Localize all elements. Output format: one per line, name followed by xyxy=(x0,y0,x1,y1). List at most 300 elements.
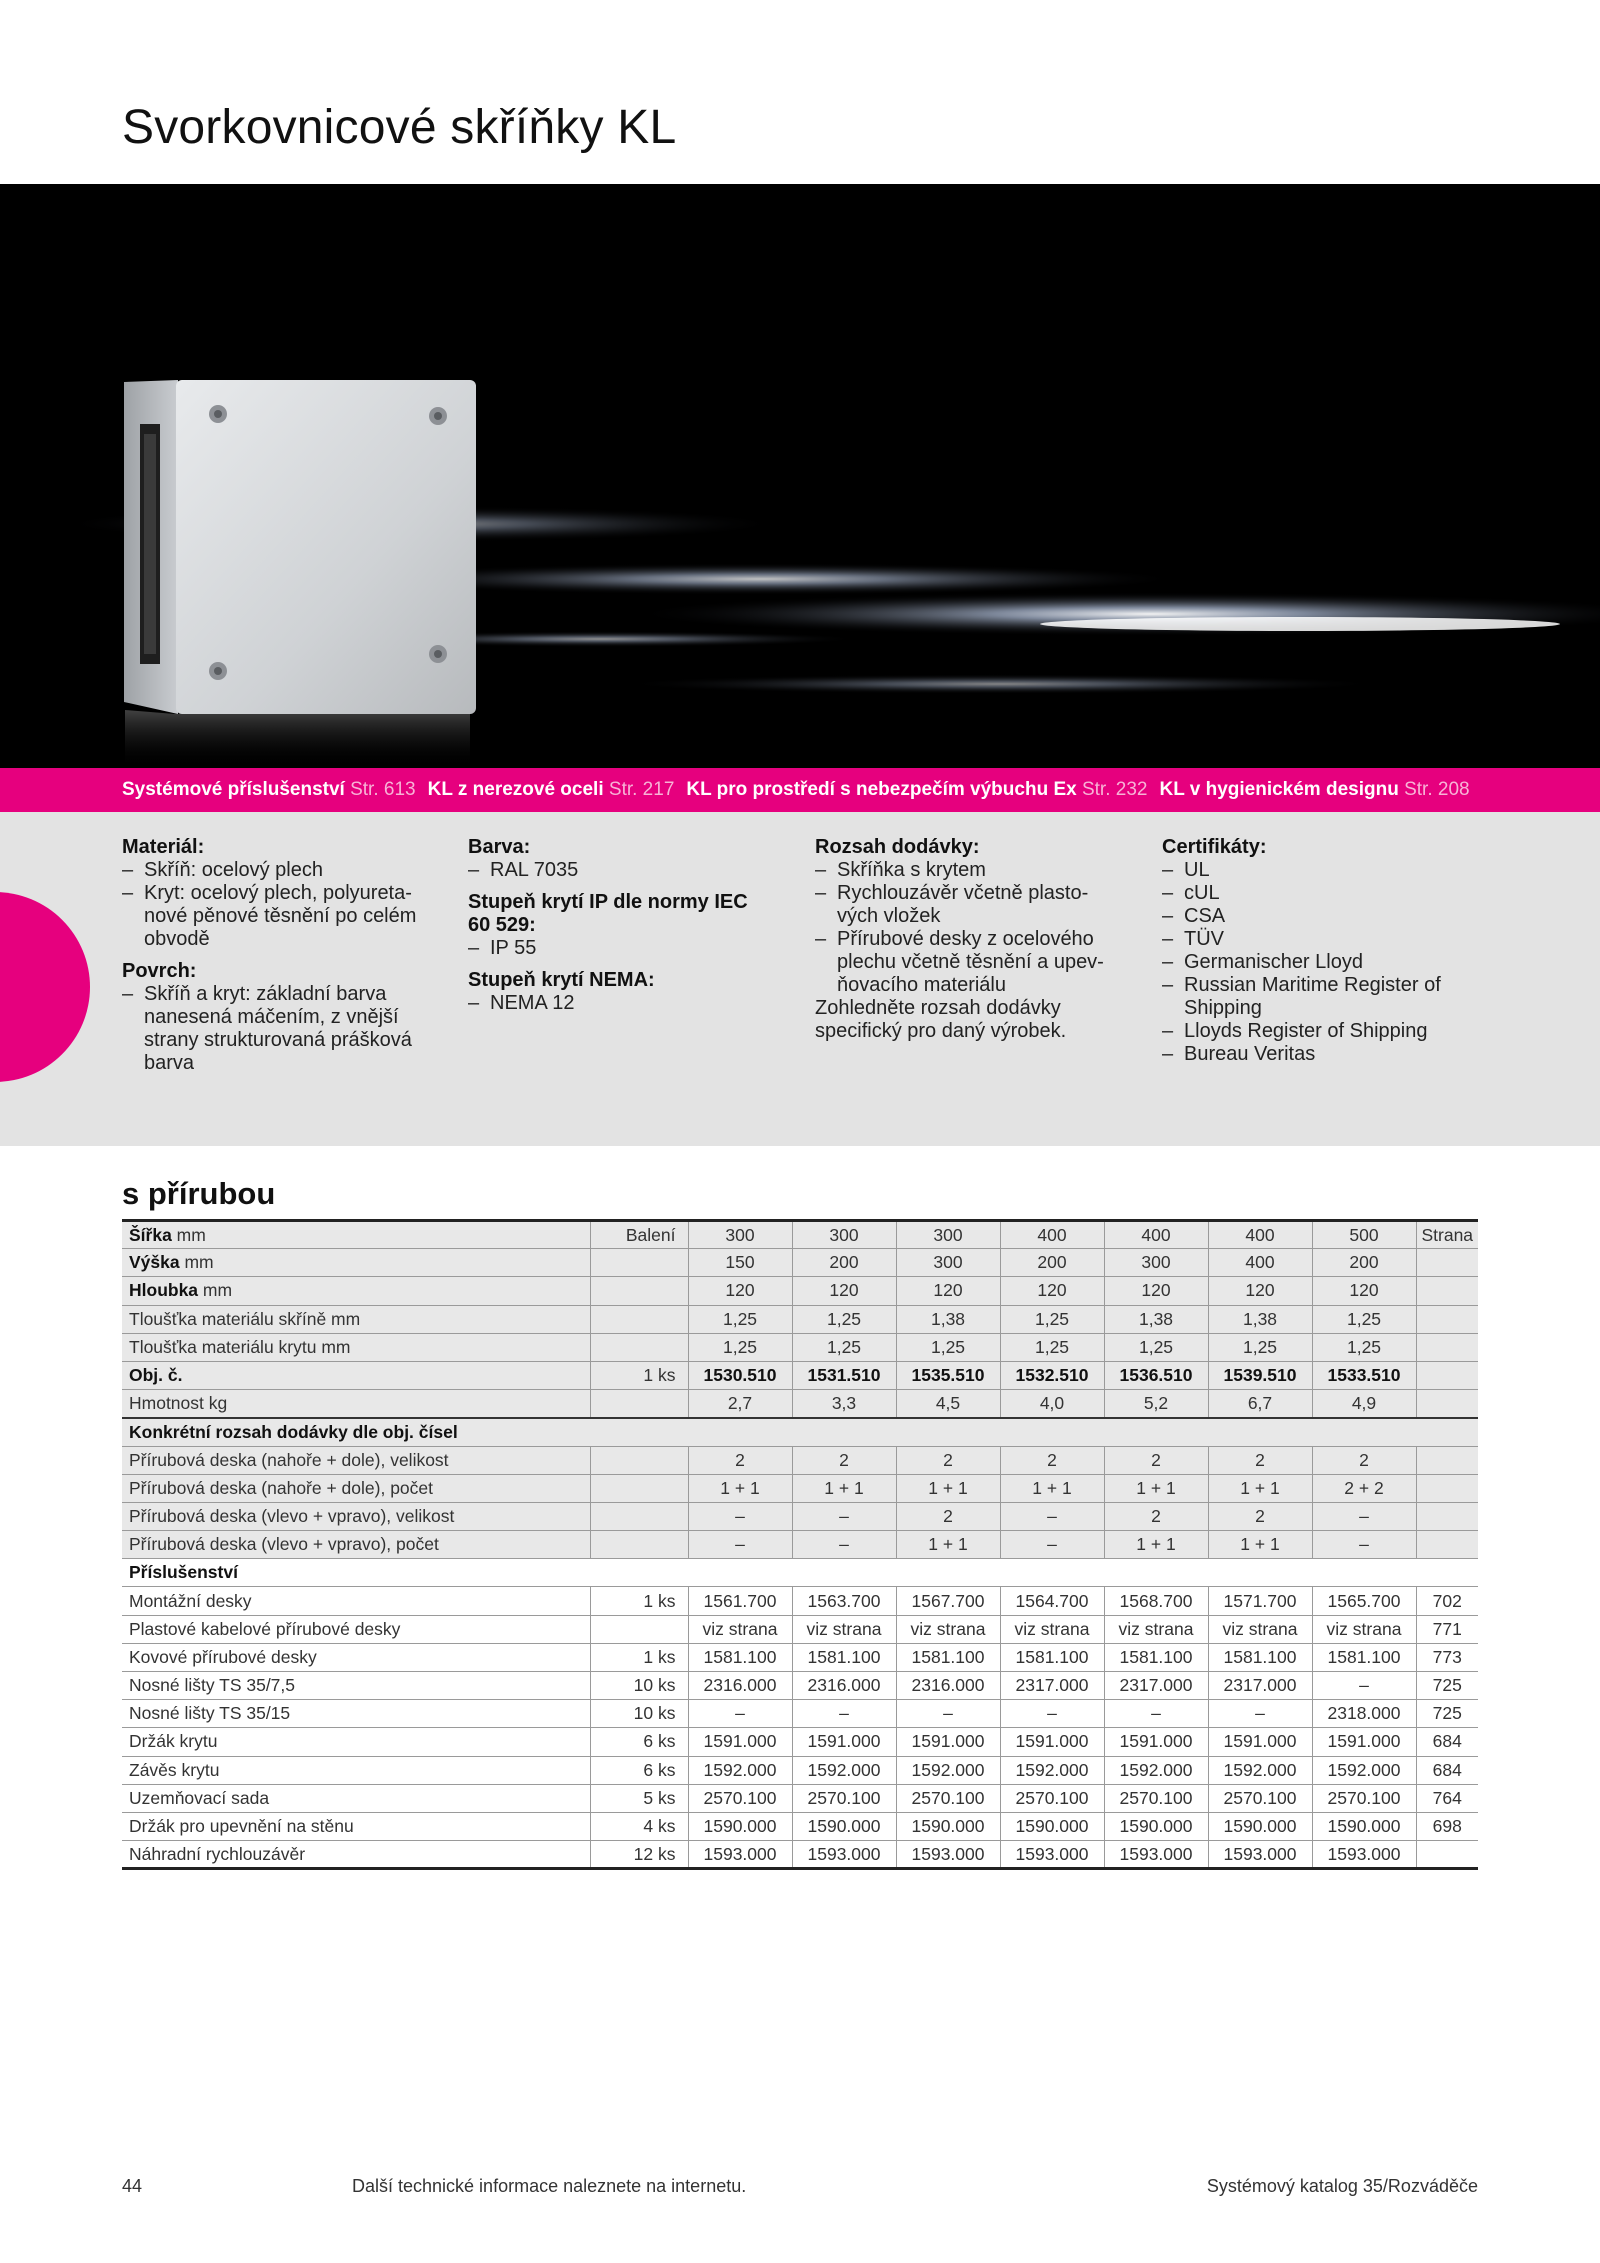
value-cell: – xyxy=(688,1502,792,1530)
page-ref-cell: 684 xyxy=(1416,1728,1478,1756)
row-label xyxy=(122,1812,590,1840)
value-cell: 2318.000 xyxy=(1312,1700,1416,1728)
row-label-text: Tloušťka materiálu krytu mm xyxy=(129,1336,351,1357)
surface-item: – Skříň a kryt: základní barva nanesená máčením, z vnější strany strukturovaná prášková barva xyxy=(122,983,452,1075)
material-heading: Materiál: xyxy=(122,836,205,858)
value-cell: 2 xyxy=(792,1446,896,1474)
section-title: s přírubou xyxy=(122,1176,276,1211)
value-cell: 1 + 1 xyxy=(688,1474,792,1502)
cert-item: – Germanischer Lloyd xyxy=(1162,951,1482,974)
value-cell: 1593.000 xyxy=(896,1841,1000,1869)
cert-item: – Russian Maritime Register of Shipping xyxy=(1162,974,1482,1020)
value-cell: 1590.000 xyxy=(1104,1812,1208,1840)
value-cell: 1590.000 xyxy=(1000,1812,1104,1840)
row-label-text: Náhradní rychlouzávěr xyxy=(129,1843,306,1864)
value-cell: 1593.000 xyxy=(1208,1841,1312,1869)
value-cell: 4,5 xyxy=(896,1390,1000,1418)
value-cell: – xyxy=(1000,1502,1104,1530)
pack-cell xyxy=(590,1474,688,1502)
pack-cell: 6 ks xyxy=(590,1728,688,1756)
page-ref-cell xyxy=(1416,1361,1478,1389)
value-cell: 500 xyxy=(1312,1221,1416,1249)
value-cell: 1593.000 xyxy=(1104,1841,1208,1869)
value-cell: 120 xyxy=(1312,1277,1416,1305)
table-row xyxy=(122,1615,1478,1643)
row-label xyxy=(122,1277,590,1305)
value-cell: – xyxy=(688,1700,792,1728)
value-cell: 2 xyxy=(1208,1502,1312,1530)
spec-col-color xyxy=(468,836,768,1015)
value-cell: 2 + 2 xyxy=(1312,1474,1416,1502)
pack-cell: 12 ks xyxy=(590,1841,688,1869)
value-cell: 1,25 xyxy=(1312,1333,1416,1361)
page-ref-cell xyxy=(1416,1249,1478,1277)
value-cell: viz strana xyxy=(1312,1615,1416,1643)
value-cell: 1593.000 xyxy=(1000,1841,1104,1869)
pack-cell xyxy=(590,1502,688,1530)
row-label-text: Montážní desky xyxy=(129,1590,252,1611)
value-cell: – xyxy=(896,1700,1000,1728)
table-row xyxy=(122,1756,1478,1784)
pack-cell: 10 ks xyxy=(590,1700,688,1728)
page-ref-cell xyxy=(1416,1841,1478,1869)
value-cell: 1593.000 xyxy=(792,1841,896,1869)
value-cell: 2 xyxy=(896,1446,1000,1474)
page-ref-cell: 773 xyxy=(1416,1643,1478,1671)
row-label-text: Přírubová deska (nahoře + dole), velikost xyxy=(129,1449,449,1470)
value-cell: 1563.700 xyxy=(792,1587,896,1615)
specs-panel xyxy=(0,812,1600,1146)
value-cell: 1591.000 xyxy=(896,1728,1000,1756)
spec-col-certs xyxy=(1162,836,1482,1066)
value-cell: 1533.510 xyxy=(1312,1361,1416,1389)
value-cell: – xyxy=(1312,1672,1416,1700)
row-label xyxy=(122,1502,590,1530)
value-cell: 200 xyxy=(1000,1249,1104,1277)
row-unit: mm xyxy=(198,1280,233,1301)
spec-col-supply xyxy=(815,836,1115,1043)
page-ref-cell: 725 xyxy=(1416,1700,1478,1728)
value-cell: 120 xyxy=(896,1277,1000,1305)
pack-cell xyxy=(590,1615,688,1643)
value-cell: 1581.100 xyxy=(792,1643,896,1671)
cert-item: – CSA xyxy=(1162,905,1482,928)
value-cell: 1571.700 xyxy=(1208,1587,1312,1615)
pack-cell xyxy=(590,1531,688,1559)
value-cell: 1531.510 xyxy=(792,1361,896,1389)
value-cell: 1,25 xyxy=(1000,1333,1104,1361)
supply-item: – Rychlouzávěr včetně plasto-vých vložek xyxy=(815,882,1115,928)
row-label xyxy=(122,1841,590,1869)
value-cell: 1 + 1 xyxy=(792,1474,896,1502)
value-cell: 300 xyxy=(896,1221,1000,1249)
value-cell: 400 xyxy=(1208,1221,1312,1249)
page-ref-cell xyxy=(1416,1446,1478,1474)
product-table xyxy=(122,1219,1478,1870)
table-row xyxy=(122,1700,1478,1728)
value-cell: 2570.100 xyxy=(1208,1784,1312,1812)
table-row xyxy=(122,1277,1478,1305)
pack-cell: Balení xyxy=(590,1221,688,1249)
row-label xyxy=(122,1361,590,1389)
pack-cell: 1 ks xyxy=(590,1361,688,1389)
table-row xyxy=(122,1841,1478,1869)
row-label-text: Šířka xyxy=(129,1224,172,1245)
value-cell: – xyxy=(1208,1700,1312,1728)
pack-cell: 4 ks xyxy=(590,1812,688,1840)
value-cell: 1 + 1 xyxy=(1104,1474,1208,1502)
value-cell: 1590.000 xyxy=(792,1812,896,1840)
table-row xyxy=(122,1249,1478,1277)
row-label xyxy=(122,1643,590,1671)
table-row xyxy=(122,1672,1478,1700)
value-cell: 1,25 xyxy=(792,1305,896,1333)
value-cell: – xyxy=(792,1531,896,1559)
value-cell: 300 xyxy=(792,1221,896,1249)
page-ref-cell xyxy=(1416,1333,1478,1361)
row-label-text: Závěs krytu xyxy=(129,1759,220,1780)
row-label xyxy=(122,1305,590,1333)
value-cell: 2316.000 xyxy=(896,1672,1000,1700)
material-item: – Skříň: ocelový plech xyxy=(122,859,452,882)
material-item: – Kryt: ocelový plech, polyureta-nové pěnové těsnění po celém obvodě xyxy=(122,882,452,951)
page-ref-cell: 702 xyxy=(1416,1587,1478,1615)
table-row xyxy=(122,1390,1478,1418)
table-row xyxy=(122,1587,1478,1615)
value-cell: 1581.100 xyxy=(1104,1643,1208,1671)
cert-item: – UL xyxy=(1162,859,1482,882)
value-cell: 1532.510 xyxy=(1000,1361,1104,1389)
value-cell: 1,25 xyxy=(1000,1305,1104,1333)
table-row xyxy=(122,1728,1478,1756)
table-row xyxy=(122,1446,1478,1474)
decorative-circle xyxy=(0,892,90,1082)
value-cell: 1536.510 xyxy=(1104,1361,1208,1389)
value-cell: 1567.700 xyxy=(896,1587,1000,1615)
value-cell: 2317.000 xyxy=(1208,1672,1312,1700)
value-cell: 120 xyxy=(1000,1277,1104,1305)
value-cell: 400 xyxy=(1104,1221,1208,1249)
page-ref-cell: 684 xyxy=(1416,1756,1478,1784)
value-cell: 120 xyxy=(1104,1277,1208,1305)
value-cell: 1590.000 xyxy=(688,1812,792,1840)
value-cell: 1591.000 xyxy=(1208,1728,1312,1756)
supply-note: Zohledněte rozsah dodávky specifický pro daný výrobek. xyxy=(815,997,1067,1042)
footer-catalog: Systémový katalog 35/Rozváděče xyxy=(1206,2176,1478,2196)
nema-heading: Stupeň krytí NEMA: xyxy=(468,969,655,991)
value-cell: 1,25 xyxy=(688,1305,792,1333)
row-label-text: Výška xyxy=(129,1252,180,1273)
row-label-text: Držák krytu xyxy=(129,1731,218,1752)
value-cell: 1561.700 xyxy=(688,1587,792,1615)
table-section-row xyxy=(122,1559,1478,1587)
value-cell: 1565.700 xyxy=(1312,1587,1416,1615)
page-title: Svorkovnicové skříňky KL xyxy=(122,101,677,154)
ip-item: – IP 55 xyxy=(468,937,768,960)
table-row xyxy=(122,1305,1478,1333)
table-row xyxy=(122,1643,1478,1671)
page-ref-cell xyxy=(1416,1531,1478,1559)
value-cell: 120 xyxy=(792,1277,896,1305)
table-row xyxy=(122,1502,1478,1530)
row-label-text: Držák pro upevnění na stěnu xyxy=(129,1816,354,1837)
value-cell: 1,25 xyxy=(896,1333,1000,1361)
value-cell: 1,25 xyxy=(1312,1305,1416,1333)
row-label-text: Obj. č. xyxy=(129,1365,183,1386)
section-label: Příslušenství xyxy=(122,1559,1478,1587)
value-cell: 1,38 xyxy=(1208,1305,1312,1333)
accessory-link-ex[interactable]: KL pro prostředí s nebezpečím výbuchu Ex Str. 232 xyxy=(686,779,1148,800)
value-cell: 1 + 1 xyxy=(1000,1474,1104,1502)
row-label-text: Hmotnost kg xyxy=(129,1392,228,1413)
row-label xyxy=(122,1615,590,1643)
cert-item: – cUL xyxy=(1162,882,1482,905)
pack-cell: 1 ks xyxy=(590,1643,688,1671)
value-cell: 1592.000 xyxy=(1104,1756,1208,1784)
value-cell: 2 xyxy=(1104,1502,1208,1530)
pack-cell: 10 ks xyxy=(590,1672,688,1700)
page-ref-cell: 771 xyxy=(1416,1615,1478,1643)
value-cell: 1 + 1 xyxy=(1104,1531,1208,1559)
value-cell: viz strana xyxy=(792,1615,896,1643)
value-cell: 1590.000 xyxy=(1208,1812,1312,1840)
row-unit: mm xyxy=(179,1252,214,1273)
value-cell: 1,38 xyxy=(1104,1305,1208,1333)
value-cell: 1591.000 xyxy=(1000,1728,1104,1756)
value-cell: 1,25 xyxy=(1104,1333,1208,1361)
value-cell: 120 xyxy=(688,1277,792,1305)
cert-item: – Lloyds Register of Shipping xyxy=(1162,1020,1482,1043)
row-label xyxy=(122,1784,590,1812)
value-cell: – xyxy=(792,1502,896,1530)
row-label-text: Kovové přírubové desky xyxy=(129,1646,317,1667)
value-cell: 1,25 xyxy=(688,1333,792,1361)
value-cell: 1 + 1 xyxy=(896,1531,1000,1559)
value-cell: – xyxy=(1104,1700,1208,1728)
value-cell: 3,3 xyxy=(792,1390,896,1418)
value-cell: 150 xyxy=(688,1249,792,1277)
footer-info: Další technické informace naleznete na internetu. xyxy=(352,2176,747,2196)
table-row xyxy=(122,1474,1478,1502)
row-label-text: Přírubová deska (vlevo + vpravo), počet xyxy=(129,1534,439,1555)
value-cell: 2 xyxy=(1312,1446,1416,1474)
value-cell: 2317.000 xyxy=(1000,1672,1104,1700)
value-cell: 1 + 1 xyxy=(1208,1531,1312,1559)
value-cell: 1 + 1 xyxy=(896,1474,1000,1502)
page-ref-cell: Strana xyxy=(1416,1221,1478,1249)
value-cell: 1581.100 xyxy=(688,1643,792,1671)
value-cell: 2570.100 xyxy=(1104,1784,1208,1812)
value-cell: 6,7 xyxy=(1208,1390,1312,1418)
value-cell: 1,25 xyxy=(1208,1333,1312,1361)
row-label xyxy=(122,1446,590,1474)
table-section-row xyxy=(122,1418,1478,1446)
table-row xyxy=(122,1531,1478,1559)
value-cell: 1564.700 xyxy=(1000,1587,1104,1615)
value-cell: 1581.100 xyxy=(1208,1643,1312,1671)
table-row xyxy=(122,1784,1478,1812)
product-photo xyxy=(0,184,1600,768)
value-cell: 2570.100 xyxy=(792,1784,896,1812)
row-label-text: Plastové kabelové přírubové desky xyxy=(129,1618,401,1639)
page-ref-cell xyxy=(1416,1277,1478,1305)
value-cell: 1,25 xyxy=(792,1333,896,1361)
row-label xyxy=(122,1390,590,1418)
supply-item: – Skříňka s krytem xyxy=(815,859,1115,882)
value-cell: 2 xyxy=(1104,1446,1208,1474)
value-cell: 300 xyxy=(896,1249,1000,1277)
value-cell: 1581.100 xyxy=(896,1643,1000,1671)
value-cell: 1581.100 xyxy=(1312,1643,1416,1671)
certs-heading: Certifikáty: xyxy=(1162,836,1267,858)
pack-cell xyxy=(590,1390,688,1418)
accessory-link-hygienic[interactable]: KL v hygienickém designu Str. 208 xyxy=(1159,779,1470,800)
value-cell: 1592.000 xyxy=(792,1756,896,1784)
value-cell: 1530.510 xyxy=(688,1361,792,1389)
row-unit: mm xyxy=(171,1224,206,1245)
value-cell: 1591.000 xyxy=(792,1728,896,1756)
ip-heading: Stupeň krytí IP dle normy IEC 60 529: xyxy=(468,891,748,936)
page-ref-cell xyxy=(1416,1502,1478,1530)
row-label-text: Nosné lišty TS 35/7,5 xyxy=(129,1675,296,1696)
value-cell: 2316.000 xyxy=(688,1672,792,1700)
value-cell: – xyxy=(1312,1531,1416,1559)
pack-cell xyxy=(590,1305,688,1333)
value-cell: 1592.000 xyxy=(688,1756,792,1784)
row-label xyxy=(122,1756,590,1784)
value-cell: 1592.000 xyxy=(1208,1756,1312,1784)
value-cell: – xyxy=(1000,1531,1104,1559)
value-cell: viz strana xyxy=(688,1615,792,1643)
value-cell: 2 xyxy=(688,1446,792,1474)
value-cell: 2 xyxy=(1208,1446,1312,1474)
supply-item: – Přírubové desky z ocelového plechu včetně těsnění a upev-ňovacího materiálu xyxy=(815,928,1115,997)
pack-cell xyxy=(590,1249,688,1277)
value-cell: – xyxy=(1000,1700,1104,1728)
row-label xyxy=(122,1221,590,1249)
value-cell: 1593.000 xyxy=(1312,1841,1416,1869)
value-cell: 1593.000 xyxy=(688,1841,792,1869)
value-cell: 1591.000 xyxy=(1104,1728,1208,1756)
value-cell: 1581.100 xyxy=(1000,1643,1104,1671)
row-label xyxy=(122,1700,590,1728)
value-cell: – xyxy=(688,1531,792,1559)
page-ref-cell: 698 xyxy=(1416,1812,1478,1840)
accessory-links-bar xyxy=(0,768,1600,812)
pack-cell: 6 ks xyxy=(590,1756,688,1784)
terminal-box-image xyxy=(0,184,1600,768)
value-cell: 5,2 xyxy=(1104,1390,1208,1418)
value-cell: 2 xyxy=(896,1502,1000,1530)
section-label: Konkrétní rozsah dodávky dle obj. čísel xyxy=(122,1418,1478,1446)
nema-item: – NEMA 12 xyxy=(468,992,768,1015)
row-label-text: Tloušťka materiálu skříně mm xyxy=(129,1308,361,1329)
page-ref-cell xyxy=(1416,1305,1478,1333)
pack-cell xyxy=(590,1277,688,1305)
value-cell: 120 xyxy=(1208,1277,1312,1305)
value-cell: 300 xyxy=(1104,1249,1208,1277)
value-cell: 1539.510 xyxy=(1208,1361,1312,1389)
row-label xyxy=(122,1728,590,1756)
value-cell: 300 xyxy=(688,1221,792,1249)
value-cell: 4,0 xyxy=(1000,1390,1104,1418)
row-label xyxy=(122,1672,590,1700)
row-label xyxy=(122,1531,590,1559)
value-cell: 2570.100 xyxy=(1312,1784,1416,1812)
supply-heading: Rozsah dodávky: xyxy=(815,836,980,858)
color-heading: Barva: xyxy=(468,836,531,858)
value-cell: 1535.510 xyxy=(896,1361,1000,1389)
pack-cell xyxy=(590,1446,688,1474)
page-ref-cell xyxy=(1416,1390,1478,1418)
value-cell: 1591.000 xyxy=(1312,1728,1416,1756)
cert-item: – Bureau Veritas xyxy=(1162,1043,1482,1066)
table-row xyxy=(122,1361,1478,1389)
value-cell: 2,7 xyxy=(688,1390,792,1418)
row-label-text: Uzemňovací sada xyxy=(129,1787,270,1808)
value-cell: 200 xyxy=(792,1249,896,1277)
row-label xyxy=(122,1249,590,1277)
value-cell: 1,38 xyxy=(896,1305,1000,1333)
accessory-link-system[interactable]: Systémové příslušenství Str. 613 xyxy=(122,779,416,800)
pack-cell: 5 ks xyxy=(590,1784,688,1812)
page-number: 44 xyxy=(122,2176,143,2196)
row-label xyxy=(122,1333,590,1361)
value-cell: 1590.000 xyxy=(896,1812,1000,1840)
page-ref-cell: 725 xyxy=(1416,1672,1478,1700)
value-cell: 1592.000 xyxy=(896,1756,1000,1784)
row-label-text: Přírubová deska (nahoře + dole), počet xyxy=(129,1477,434,1498)
row-label-text: Nosné lišty TS 35/15 xyxy=(129,1703,291,1724)
pack-cell: 1 ks xyxy=(590,1587,688,1615)
value-cell: 2570.100 xyxy=(896,1784,1000,1812)
value-cell: 2317.000 xyxy=(1104,1672,1208,1700)
color-item: – RAL 7035 xyxy=(468,859,768,882)
value-cell: 2570.100 xyxy=(1000,1784,1104,1812)
table-row xyxy=(122,1812,1478,1840)
value-cell: – xyxy=(792,1700,896,1728)
value-cell: viz strana xyxy=(1104,1615,1208,1643)
accessory-link-stainless[interactable]: KL z nerezové oceli Str. 217 xyxy=(427,779,675,800)
row-label xyxy=(122,1474,590,1502)
table-row xyxy=(122,1333,1478,1361)
value-cell: 2 xyxy=(1000,1446,1104,1474)
value-cell: viz strana xyxy=(1000,1615,1104,1643)
value-cell: 200 xyxy=(1312,1249,1416,1277)
cert-item: – TÜV xyxy=(1162,928,1482,951)
table-row xyxy=(122,1221,1478,1249)
page-ref-cell: 764 xyxy=(1416,1784,1478,1812)
value-cell: 1568.700 xyxy=(1104,1587,1208,1615)
value-cell: 1590.000 xyxy=(1312,1812,1416,1840)
value-cell: 2316.000 xyxy=(792,1672,896,1700)
page-ref-cell xyxy=(1416,1474,1478,1502)
pack-cell xyxy=(590,1333,688,1361)
value-cell: 2570.100 xyxy=(688,1784,792,1812)
value-cell: viz strana xyxy=(896,1615,1000,1643)
value-cell: 1 + 1 xyxy=(1208,1474,1312,1502)
value-cell: 1592.000 xyxy=(1000,1756,1104,1784)
row-label xyxy=(122,1587,590,1615)
value-cell: 1592.000 xyxy=(1312,1756,1416,1784)
value-cell: 4,9 xyxy=(1312,1390,1416,1418)
row-label-text: Přírubová deska (vlevo + vpravo), velikost xyxy=(129,1505,455,1526)
value-cell: 1591.000 xyxy=(688,1728,792,1756)
value-cell: 400 xyxy=(1000,1221,1104,1249)
value-cell: – xyxy=(1312,1502,1416,1530)
spec-col-material xyxy=(122,836,452,1075)
row-label-text: Hloubka xyxy=(129,1280,199,1301)
